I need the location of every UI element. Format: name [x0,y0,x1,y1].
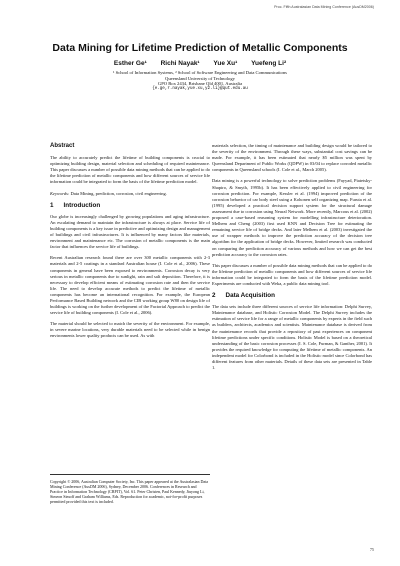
affiliation-block [0,70,400,92]
copyright-notice: Copyright © 2006, Australian Computer Society, Inc. This paper appeared at the Australasian Data Mining Conference (AusDM 2006), Sydney, December 2006. Conferences in Research and Practice in Information Technology (CRPIT), Vol. 61. Peter Christen, Paul Kennedy, Jiuyong Li, Simeon Simoff and Graham Williams, Eds. Reproduction for academic, not-for-profit purposes permitted provided this text is included. [50,474,210,504]
author-name: Richi Nayak¹ [160,60,200,67]
paper-title: Data Mining for Lifetime Prediction of Metallic Components [52,42,348,54]
section-title: Introduction [63,201,101,209]
section-heading-introduction [50,203,210,209]
running-header: Proc. Fifth Australasian Data Mining Conference (AusDM2006) [274,5,374,9]
author-name: Yuefeng Li² [251,60,287,67]
keywords [50,191,210,197]
paragraph: The data sets include three different sources of service life information: Delphi Survey, Maintenance database, and Holistic Corrosion Model. The Delphi Survey includes the estimation of service life for a range of metallic components by experts in the field such as builders, architects, academics and scientists. Maintenance database is derived from the maintenance records that provide a repository of past experiences on component lifetime predictions under specific conditions. Holistic Model is based on a theoretical understanding of the basic corrosion processes (I. S. Cole, Furman, & Ganther, 2001). It provides the required knowledge for computing the lifetime of metallic components. An independent model for Colorbond is included in the Holistic model since Colorbond has different features from other materials. Details of these data sets are presented in Table 1. [212,304,372,371]
paragraph: The material should be selected to match the severity of the environment. For example, in severe marine locations, very durable materials need to be selected while in benign environments lower quality products can be used. As with [50,321,210,339]
keywords-label: Keywords: [50,190,70,196]
author-name: Yue Xu¹ [213,60,238,67]
page-number: 75 [369,547,374,552]
paragraph: Data mining is a powerful technology to solve prediction problems (Fayyad, Piatetsky-Shapiro, & Smyth, 1995b). It has been effectively applied to civil engineering for corrosion prediction. For example, Kessler et al. (1994) improved prediction of the corrosion behavior of car body steel using a Kohonen self organizing map. Furuta et al. (1995) developed a practical decision support system for the structural damage assessment due to corrosion using Neural Network. More recently, Marcous et al. (2002) proposed a case-based reasoning system for modelling infrastructure deterioration. Melhem and Cheng (2003) first used KNN and Decision Tree for estimating the remaining service life of bridge decks. And later Melhem et al. (2003) investigated the use of wrapper methods to improve the prediction accuracy of the decision tree algorithm for the application of bridge decks. However, limited research was conducted on comparing the prediction accuracy of various methods and how we can get the best prediction accuracy to the corrosion rates. [212,178,372,257]
author-name: Esther Ge¹ [113,60,147,67]
paragraph: Our globe is increasingly challenged by growing populations and aging infrastructure. An escalating demand to maintain the infrastructure is always at place. Service life of building components is a key issue in predictive and optimizing design and management of buildings and civil infrastructures. It is influenced by many factors like materials, environment and maintenance etc. The corrosion of metallic components is the main factor that influences the service life of buildings. [50,213,210,250]
section-heading-data-acquisition [212,293,372,299]
paragraph: Recent Australian research found there are over 300 metallic components with 2-3 materials and 2-5 coatings in a standard Australian house (I. Cole et al., 2006). These components in general have been exposed to environments. Corrosion decay is very serious in metallic components due to sunlight, rain and salt deposition. Therefore, it is necessary to develop efficient means of estimating corrosion rate and then the service life. The need to develop accurate methods to predict the lifetime of metallic components has become an international recognition. For example, the European Performance Based Building network and the CIB working group W80 on design life of buildings is working on the further development of the Factorial Approach to predict the service life of building components (I. Cole et al., 2006). [50,255,210,316]
paragraph: materials selection, the timing of maintenance and building design would be tailored to the severity of the environment. Through these ways, substantial cost savings can be made. For example, it has been estimated that nearly $5 million was spent by Queensland Department of Public Works (QDPW) in 03/04 to replace corroded metallic components in Queensland schools (I. Cole et al., March 2005). [212,143,372,173]
right-column [212,143,372,376]
section-number: 1 [50,201,54,209]
affiliation-line: ¹ School of Information Systems, ² School of Software Engineering and Data Communications [113,70,287,75]
left-column [50,143,210,345]
keywords-text: Data Mining, prediction, corrosion, civil engineering. [70,190,167,196]
author-emails: {e.ge,r.nayak,yue.xu,y2.li}@qut.edu.au [152,86,248,91]
affiliation-line: Queensland University of Technology [165,75,235,81]
section-number: 2 [212,292,216,300]
abstract-heading: Abstract [50,143,75,149]
paragraph: This paper discusses a number of possible data mining methods that can be applied to do the lifetime prediction of metallic components and how different sources of service life information could be integrated to form the basis of the lifetime prediction model. Experiments are conducted with Weka, a public data mining tool. [212,262,372,286]
author-list [0,60,400,67]
abstract-text: The ability to accurately predict the lifetime of building components is crucial to optimizing building design, material selection and scheduling of required maintenance. This paper discusses a number of possible data mining methods that can be applied to do the lifetime prediction of metallic components and how different sources of service life information could be integrated to form the basis of the lifetime prediction model. [50,155,210,185]
affiliation-line: GPO Box 2434, Brisbane Qld 4001, Australia [157,81,243,87]
section-title: Data Acquisition [225,292,275,300]
